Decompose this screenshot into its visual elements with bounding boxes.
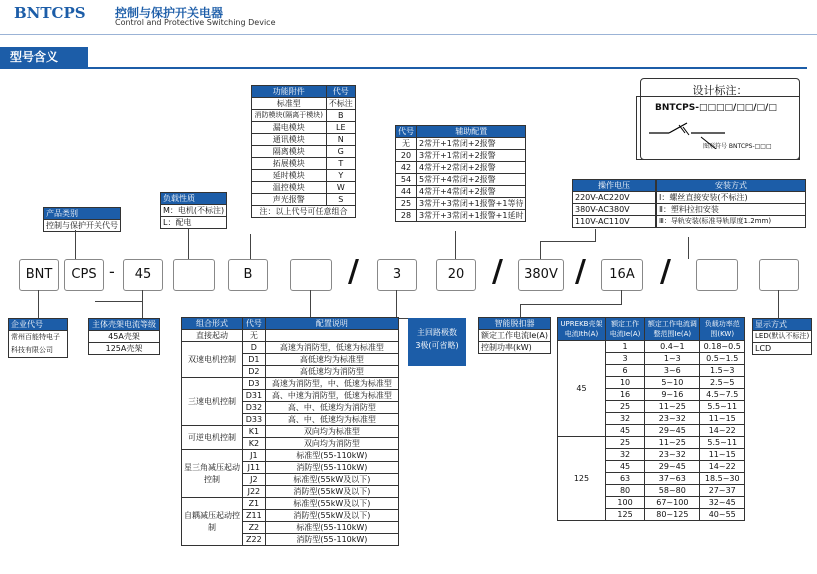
connector-line (621, 290, 622, 304)
code-load (173, 259, 215, 291)
connector-line (520, 304, 521, 317)
function-row: 隔离模块 (252, 146, 327, 158)
brand-logo: BNTCPS (14, 4, 86, 22)
combo-code: D31 (243, 390, 266, 402)
combo-table (181, 317, 399, 546)
connector-line (520, 304, 622, 305)
install-row: Ⅱ：塑料拉扣安装 (657, 204, 806, 216)
voltage-row: 220V-AC220V (573, 192, 656, 204)
code-display (759, 259, 799, 291)
aux-config: 3常开+3常闭+1报警+1延时 (417, 210, 526, 222)
aux-code: 无 (396, 138, 417, 150)
combo-desc: 消防型(55kW及以下) (265, 510, 398, 522)
voltage-row: 380V-AC380V (573, 204, 656, 216)
aux-config: 5常开+4常闭+2报警 (417, 174, 526, 186)
aux-code: 54 (396, 174, 417, 186)
product-category-table (43, 207, 121, 232)
current-range: 11~25 (645, 401, 700, 413)
function-code: G (326, 146, 355, 158)
current-ie: 32 (605, 449, 644, 461)
current-range: 1~3 (645, 353, 700, 365)
current-power: 14~22 (700, 425, 745, 437)
current-range: 67~100 (645, 497, 700, 509)
connector-line (95, 301, 143, 302)
header-divider (0, 34, 817, 35)
code-aux: 20 (436, 259, 476, 291)
trip-row: 控制功率(kW) (479, 342, 551, 354)
install-header: 安装方式 (657, 180, 806, 192)
code-combo (290, 259, 332, 291)
combo-desc: 高低速均为消防型 (265, 366, 398, 378)
function-row: 声光报警 (252, 194, 327, 206)
connector-line (688, 237, 689, 259)
connector-line (396, 290, 397, 318)
combo-desc: 高速为消防型，低速为标准型 (265, 342, 398, 354)
current-power: 0.5~1.5 (700, 353, 745, 365)
connector-line (455, 231, 456, 259)
code-slash: / (575, 254, 586, 289)
function-code: S (326, 194, 355, 206)
combo-desc: 高、中、低速均为消防型 (265, 402, 398, 414)
load-header: 负载性质 (161, 193, 227, 205)
product-category-value: 控制与保护开关代号 (44, 220, 121, 232)
current-frame: 125 (558, 437, 606, 521)
combo-header: 代号 (243, 318, 266, 330)
company-value: 常州百能特电子科技有限公司 (9, 331, 68, 358)
function-code: LE (326, 122, 355, 134)
current-frame: 45 (558, 341, 606, 437)
combo-code: 无 (243, 330, 266, 342)
combo-code: J1 (243, 450, 266, 462)
current-power: 5.5~11 (700, 401, 745, 413)
function-code: B (326, 110, 355, 122)
current-ie: 32 (605, 413, 644, 425)
combo-code: D32 (243, 402, 266, 414)
combo-code: D3 (243, 378, 266, 390)
current-ie: 45 (605, 461, 644, 473)
combo-code: D33 (243, 414, 266, 426)
design-mark-title: 设计标注： (692, 84, 748, 97)
combo-desc (265, 330, 398, 342)
trip-row: 额定工作电流Ie(A) (479, 330, 551, 342)
function-row: 拓展模块 (252, 158, 327, 170)
current-power: 4.5~7.5 (700, 389, 745, 401)
company-header: 企业代号 (9, 319, 68, 331)
combo-group: 星三角减压起动控制 (182, 450, 243, 498)
combo-code: Z22 (243, 534, 266, 546)
function-row: 消防模块(隔离于模块) (252, 110, 327, 122)
code-slash: / (348, 254, 359, 289)
function-row: 温控模块 (252, 182, 327, 194)
combo-group: 自耦减压起动控制 (182, 498, 243, 546)
combo-desc: 双向均为标准型 (265, 426, 398, 438)
current-range: 29~45 (645, 425, 700, 437)
aux-code: 20 (396, 150, 417, 162)
current-power: 32~45 (700, 497, 745, 509)
connector-line (540, 241, 541, 259)
code-frame: 45 (123, 259, 163, 291)
connector-line (250, 234, 251, 259)
frame-header: 主体壳架电流等级 (89, 319, 160, 331)
current-ie: 100 (605, 497, 644, 509)
combo-desc: 标准型(55kW及以下) (265, 474, 398, 486)
display-row: LED(默认不标注) (753, 331, 812, 343)
combo-group: 直接起动 (182, 330, 243, 342)
combo-code: Z1 (243, 498, 266, 510)
install-table (656, 179, 806, 228)
combo-desc: 标准型(55-110kW) (265, 450, 398, 462)
current-range: 23~32 (645, 413, 700, 425)
design-mark-inner (636, 96, 800, 160)
aux-config: 4常开+4常闭+2报警 (417, 186, 526, 198)
current-ie: 10 (605, 377, 644, 389)
design-mark-code: BNTCPS-□□□□/□□/□/□ (655, 103, 777, 113)
current-range: 29~45 (645, 461, 700, 473)
current-ie: 63 (605, 473, 644, 485)
combo-group: 可逆电机控制 (182, 426, 243, 450)
current-header: 额定工作电流调整范围Ie(A) (645, 318, 700, 341)
code-poles: 3 (377, 259, 417, 291)
aux-code: 25 (396, 198, 417, 210)
connector-line (778, 290, 779, 318)
display-row: LCD (753, 343, 812, 355)
function-row: 标准型 (252, 98, 327, 110)
current-range: 3~6 (645, 365, 700, 377)
trip-table (478, 317, 551, 354)
current-table (557, 317, 745, 521)
header-title-en: Control and Protective Switching Device (115, 18, 276, 27)
section-title: 型号含义 (0, 47, 88, 67)
aux-config: 3常开+1常闭+2报警 (417, 150, 526, 162)
combo-code: J2 (243, 474, 266, 486)
main-circuit-line2: 3极(可省略) (415, 341, 459, 350)
combo-code: Z2 (243, 522, 266, 534)
current-header: 额定工作电流Ie(A) (605, 318, 644, 341)
combo-header: 组合形式 (182, 318, 243, 330)
combo-desc: 消防型(55-110kW) (265, 462, 398, 474)
current-ie: 45 (605, 425, 644, 437)
function-header-name: 功能附件 (252, 86, 327, 98)
voltage-table (572, 179, 656, 228)
function-table (251, 85, 356, 218)
combo-desc: 高低速均为标准型 (265, 354, 398, 366)
aux-header-config: 辅助配置 (417, 126, 526, 138)
current-power: 40~55 (700, 509, 745, 521)
frame-row: 45A壳架 (89, 331, 160, 343)
connector-line (188, 229, 189, 259)
combo-code: Z11 (243, 510, 266, 522)
product-category-header: 产品类别 (44, 208, 121, 220)
combo-group: 双速电机控制 (182, 342, 243, 378)
code-voltage: 380V (518, 259, 564, 291)
main-circuit-box (408, 318, 466, 366)
function-note: 注：以上代号可任意组合 (252, 206, 356, 218)
current-power: 18.5~30 (700, 473, 745, 485)
combo-code: D2 (243, 366, 266, 378)
load-row: L：配电 (161, 217, 227, 229)
current-ie: 16 (605, 389, 644, 401)
load-table (160, 192, 227, 229)
combo-desc: 高、中、低速均为标准型 (265, 414, 398, 426)
aux-code: 44 (396, 186, 417, 198)
current-range: 0.4~1 (645, 341, 700, 353)
current-ie: 25 (605, 437, 644, 449)
aux-table (395, 125, 526, 222)
code-slash: / (660, 254, 671, 289)
current-power: 0.18~0.5 (700, 341, 745, 353)
install-row: Ⅲ：导轨安装(标准导轨厚度1.2mm) (657, 216, 806, 228)
function-code: N (326, 134, 355, 146)
combo-code: K2 (243, 438, 266, 450)
display-table (752, 318, 812, 355)
combo-desc: 标准型(55kW及以下) (265, 498, 398, 510)
code-function: B (228, 259, 268, 291)
combo-header: 配置说明 (265, 318, 398, 330)
function-row: 延时模块 (252, 170, 327, 182)
combo-desc: 双向均为消防型 (265, 438, 398, 450)
current-ie: 1 (605, 341, 644, 353)
code-install (696, 259, 738, 291)
combo-desc: 标准型(55-110kW) (265, 522, 398, 534)
combo-code: J22 (243, 486, 266, 498)
current-ie: 125 (605, 509, 644, 521)
current-power: 14~22 (700, 461, 745, 473)
current-range: 23~32 (645, 449, 700, 461)
aux-config: 4常开+2常闭+2报警 (417, 162, 526, 174)
combo-code: D1 (243, 354, 266, 366)
function-code: 不标注 (326, 98, 355, 110)
load-row: M：电机(不标注) (161, 205, 227, 217)
current-power: 1.5~3 (700, 365, 745, 377)
function-code: Y (326, 170, 355, 182)
connector-line (540, 241, 595, 242)
function-row: 漏电模块 (252, 122, 327, 134)
current-range: 5~10 (645, 377, 700, 389)
combo-desc: 消防型(55-110kW) (265, 534, 398, 546)
connector-line (142, 290, 143, 318)
aux-config: 2常开+1常闭+2报警 (417, 138, 526, 150)
code-slash: / (492, 254, 503, 289)
code-product: CPS (64, 259, 104, 291)
current-header: 负载功率范围(KW) (700, 318, 745, 341)
connector-line (75, 230, 76, 259)
current-power: 11~15 (700, 413, 745, 425)
current-power: 5.5~11 (700, 437, 745, 449)
section-bar (0, 47, 807, 69)
combo-code: D (243, 342, 266, 354)
trip-header: 智能脱扣器 (479, 318, 551, 330)
aux-header-code: 代号 (396, 126, 417, 138)
connector-line (310, 290, 311, 317)
current-range: 80~125 (645, 509, 700, 521)
aux-config: 3常开+3常闭+1报警+1等待 (417, 198, 526, 210)
combo-desc: 高、中速为消防型，低速为标准型 (265, 390, 398, 402)
code-company: BNT (19, 259, 59, 291)
aux-code: 42 (396, 162, 417, 174)
current-range: 11~25 (645, 437, 700, 449)
design-mark-symbol-note: 图形符号 BNTCPS-□□□ (703, 143, 772, 150)
current-header: UPREKB壳架电流Ith(A) (558, 318, 606, 341)
current-ie: 25 (605, 401, 644, 413)
function-header-code: 代号 (326, 86, 355, 98)
current-ie: 80 (605, 485, 644, 497)
connector-line (38, 290, 39, 318)
display-header: 显示方式 (753, 319, 812, 331)
voltage-row: 110V-AC110V (573, 216, 656, 228)
combo-group: 三速电机控制 (182, 378, 243, 426)
main-circuit-line1: 主回路极数 (417, 328, 457, 337)
frame-table (88, 318, 160, 355)
combo-code: J11 (243, 462, 266, 474)
company-table (8, 318, 68, 358)
current-power: 2.5~5 (700, 377, 745, 389)
header-title-cn: 控制与保护开关电器 (115, 6, 224, 20)
code-dash: - (109, 262, 115, 281)
aux-code: 28 (396, 210, 417, 222)
combo-desc: 高速为消防型，中、低速为标准型 (265, 378, 398, 390)
function-code: W (326, 182, 355, 194)
current-range: 37~63 (645, 473, 700, 485)
current-ie: 3 (605, 353, 644, 365)
voltage-header: 操作电压 (573, 180, 656, 192)
code-current: 16A (601, 259, 643, 291)
connector-line (595, 229, 596, 242)
current-power: 27~37 (700, 485, 745, 497)
current-range: 58~80 (645, 485, 700, 497)
function-code: T (326, 158, 355, 170)
install-row: Ⅰ：螺丝直接安装(不标注) (657, 192, 806, 204)
current-ie: 6 (605, 365, 644, 377)
current-range: 9~16 (645, 389, 700, 401)
current-power: 11~15 (700, 449, 745, 461)
combo-desc: 消防型(55kW及以下) (265, 486, 398, 498)
combo-code: K1 (243, 426, 266, 438)
function-row: 通讯模块 (252, 134, 327, 146)
frame-row: 125A壳架 (89, 343, 160, 355)
